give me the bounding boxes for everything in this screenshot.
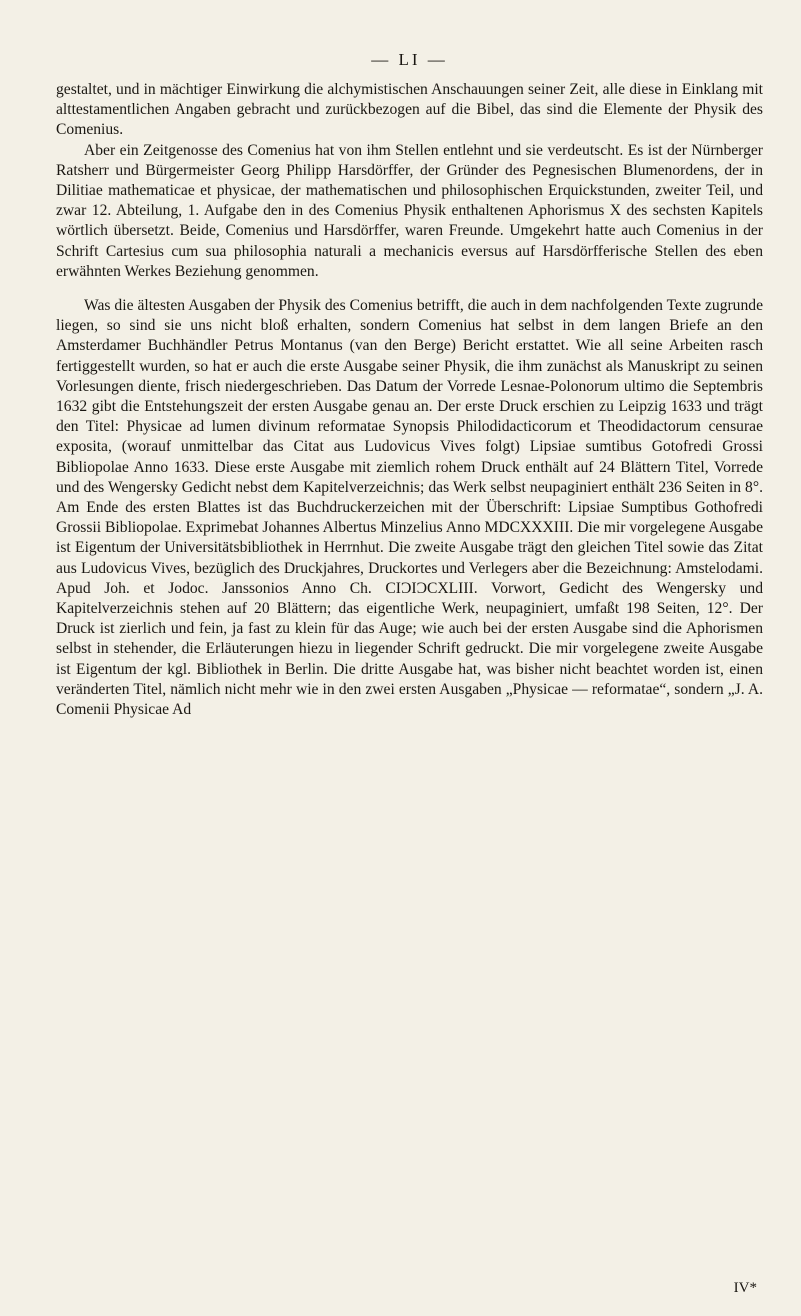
paragraph-1: gestaltet, und in mächtiger Einwirkung die alchymistischen Anschauungen seiner Zeit, alle diese in Einklang mit alttestamentlichen Angaben gebracht und zurückbezogen auf die Bibel, das sind die Elemente der Physik des Comenius. (56, 81, 763, 139)
page-header: — LI — (371, 50, 448, 69)
body-text (56, 80, 763, 720)
paragraph-3: Was die ältesten Ausgaben der Physik des Comenius betrifft, die auch in dem nachfolgenden Texte zugrunde liegen, so sind sie uns nicht bloß erhalten, sondern Comenius hat selbst in dem langen Briefe an den Amsterdamer Buchhändler Petrus Montanus (van den Berge) Bericht erstattet. Wie all seine Arbeiten rasch fertiggestellt wurden, so hat er auch die erste Ausgabe seiner Physik, die ihm zunächst als Manuskript zu seinen Vorlesungen diente, frisch niedergeschrieben. Das Datum der Vorrede Lesnae-Polonorum ultimo die Septembris 1632 gibt die Entstehungszeit der ersten Ausgabe genau an. Der erste Druck erschien zu Leipzig 1633 und trägt den Titel: Physicae ad lumen divinum reformatae Synopsis Philodidacticorum et Theodidactorum censurae exposita, (worauf unmittelbar das Citat aus Ludovicus Vives folgt) Lipsiae sumtibus Gotofredi Grossi Bibliopolae Anno 1633. Diese erste Ausgabe mit ziemlich rohem Druck enthält auf 24 Blättern Titel, Vorrede und des Wengersky Gedicht nebst dem Kapitelverzeichnis; das Werk selbst neupaginiert enthält 236 Seiten in 8°. Am Ende des ersten Blattes ist das Buchdruckerzeichen mit der Überschrift: Lipsiae Sumptibus Gothofredi Grossii Bibliopolae. Exprimebat Johannes Albertus Minzelius Anno MDCXXXIII. Die mir vorgelegene Ausgabe ist Eigentum der Universitätsbibliothek in Herrnhut. Die zweite Ausgabe trägt den gleichen Titel sowie das Zitat aus Ludovicus Vives, bezüglich des Druckjahres, Druckortes und Verlegers aber die Bezeichnung: Amstelodami. Apud Joh. et Jodoc. Janssonios Anno Ch. CIƆIƆCXLIII. Vorwort, Gedicht des Wengersky und Kapitelverzeichnis stehen auf 20 Blättern; das eigentliche Werk, neupaginiert, umfaßt 198 Seiten, 12°. Der Druck ist zierlich und fein, ja fast zu klein für das Auge; wie auch bei der ersten Ausgabe sind die Aphorismen selbst in stehender, die Erläuterungen hiezu in liegender Schrift gedruckt. Die mir vorgelegene zweite Ausgabe ist Eigentum der kgl. Bibliothek in Berlin. Die dritte Ausgabe hat, was bisher nicht beachtet worden ist, einen veränderten Titel, nämlich nicht mehr wie in den zwei ersten Ausgaben „Physicae — reformatae“, sondern „J. A. Comenii Physicae Ad (56, 297, 763, 719)
paragraph-2: Aber ein Zeitgenosse des Comenius hat von ihm Stellen entlehnt und sie verdeutscht. Es ist der Nürnberger Ratsherr und Bürgermeister Georg Philipp Harsdörffer, der Gründer des Pegnesischen Blumenordens, der in Dilitiae mathematicae et physicae, der mathematischen und philosophischen Erquickstunden, zweiter Teil, und zwar 12. Abteilung, 1. Aufgabe den in des Comenius Physik enthaltenen Aphorismus X des sechsten Kapitels wörtlich übersetzt. Beide, Comenius und Harsdörffer, waren Freunde. Umgekehrt hatte auch Comenius in der Schrift Cartesius cum sua philosophia naturali a mechanicis eversus auf Harsdörfferische Stellen des eben erwähnten Werkes Beziehung genommen. (56, 141, 763, 280)
signature-mark: IV* (733, 1280, 757, 1296)
